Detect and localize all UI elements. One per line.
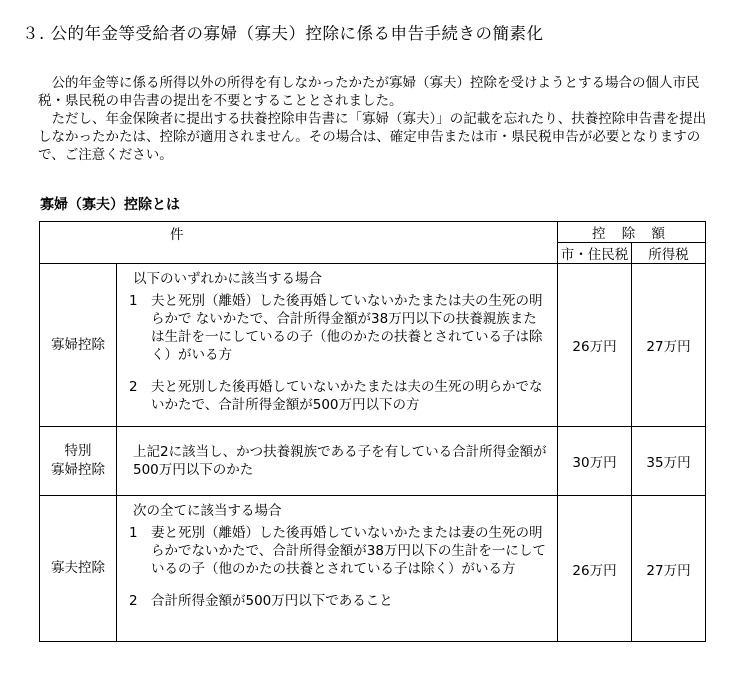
condition-item xyxy=(127,524,547,578)
table-row xyxy=(40,427,706,496)
condition-text: 夫と死別（離婚）した後再婚していないかたまたは夫の生死の明らかで ないかたで、合計所得金額が38万円以下の扶養親族または生計を一にしているの子（他のかたの扶養とされている子は除く）がいる方 xyxy=(151,293,543,363)
condition-number: 2 xyxy=(129,379,138,395)
table-title: 寡婦（寡夫）控除とは xyxy=(40,197,180,213)
row-label-line1: 特別 xyxy=(64,443,92,459)
row-label xyxy=(40,427,117,496)
table-row xyxy=(40,264,706,427)
condition-text: 夫と死別した後再婚していないかたまたは夫の生死の明らかでないかたで、合計所得金額が500万円以下の方 xyxy=(151,379,543,413)
income-tax-amount: 35万円 xyxy=(632,427,706,496)
row-label: 寡夫控除 xyxy=(40,496,117,642)
table-header-row xyxy=(40,222,706,243)
condition-item xyxy=(127,378,547,414)
header-condition xyxy=(40,222,558,264)
condition-item xyxy=(127,592,547,610)
row-conditions xyxy=(117,264,558,427)
section-heading: ３. 公的年金等受給者の寡婦（寡夫）控除に係る申告手続きの簡素化 xyxy=(22,24,544,43)
deduction-table xyxy=(39,221,706,642)
condition-number: 1 xyxy=(129,293,138,309)
condition-item xyxy=(127,292,547,364)
body-text xyxy=(38,74,718,164)
condition-text: 上記2に該当し、かつ扶養親族である子を有している合計所得金額が500万円以下のかた xyxy=(133,444,547,478)
row-label-line2: 寡婦控除 xyxy=(51,462,105,478)
header-resident-tax: 市・住民税 xyxy=(558,243,632,264)
condition-number: 1 xyxy=(129,525,138,541)
resident-tax-amount: 30万円 xyxy=(558,427,632,496)
row-conditions xyxy=(117,496,558,642)
row-conditions xyxy=(117,427,558,496)
condition-text: 合計所得金額が500万円以下であること xyxy=(151,593,393,609)
income-tax-amount: 27万円 xyxy=(632,496,706,642)
condition-text: 妻と死別（離婚）した後再婚していないかたまたは妻の生死の明らかでないかたで、合計所得金額が38万円以下の生計を一にしているの子（他のかたの扶養とされている子は除く）がいる方 xyxy=(151,525,546,577)
paragraph-1: 公的年金等に係る所得以外の所得を有しなかったかたが寡婦（寡夫）控除を受けようとする場合の個人市民税・県民税の申告書の提出を不要とすることとされました。 xyxy=(38,75,700,109)
header-amount: 控 除 額 xyxy=(558,222,706,243)
row-intro: 次の全てに該当する場合 xyxy=(133,503,282,519)
condition-number: 2 xyxy=(129,593,138,609)
table-row xyxy=(40,496,706,642)
row-label: 寡婦控除 xyxy=(40,264,117,427)
resident-tax-amount: 26万円 xyxy=(558,264,632,427)
income-tax-amount: 27万円 xyxy=(632,264,706,427)
row-intro: 以下のいずれかに該当する場合 xyxy=(133,271,322,287)
paragraph-2: ただし、年金保険者に提出する扶養控除申告書に「寡婦（寡夫）」の記載を忘れたり、扶養控除申告書を提出しなかったかたは、控除が適用されません。その場合は、確定申告または市・県民税申告が必要となりますので、ご注意ください。 xyxy=(38,111,707,163)
header-income-tax: 所得税 xyxy=(632,243,706,264)
header-condition-label: 件 xyxy=(170,227,184,243)
resident-tax-amount: 26万円 xyxy=(558,496,632,642)
